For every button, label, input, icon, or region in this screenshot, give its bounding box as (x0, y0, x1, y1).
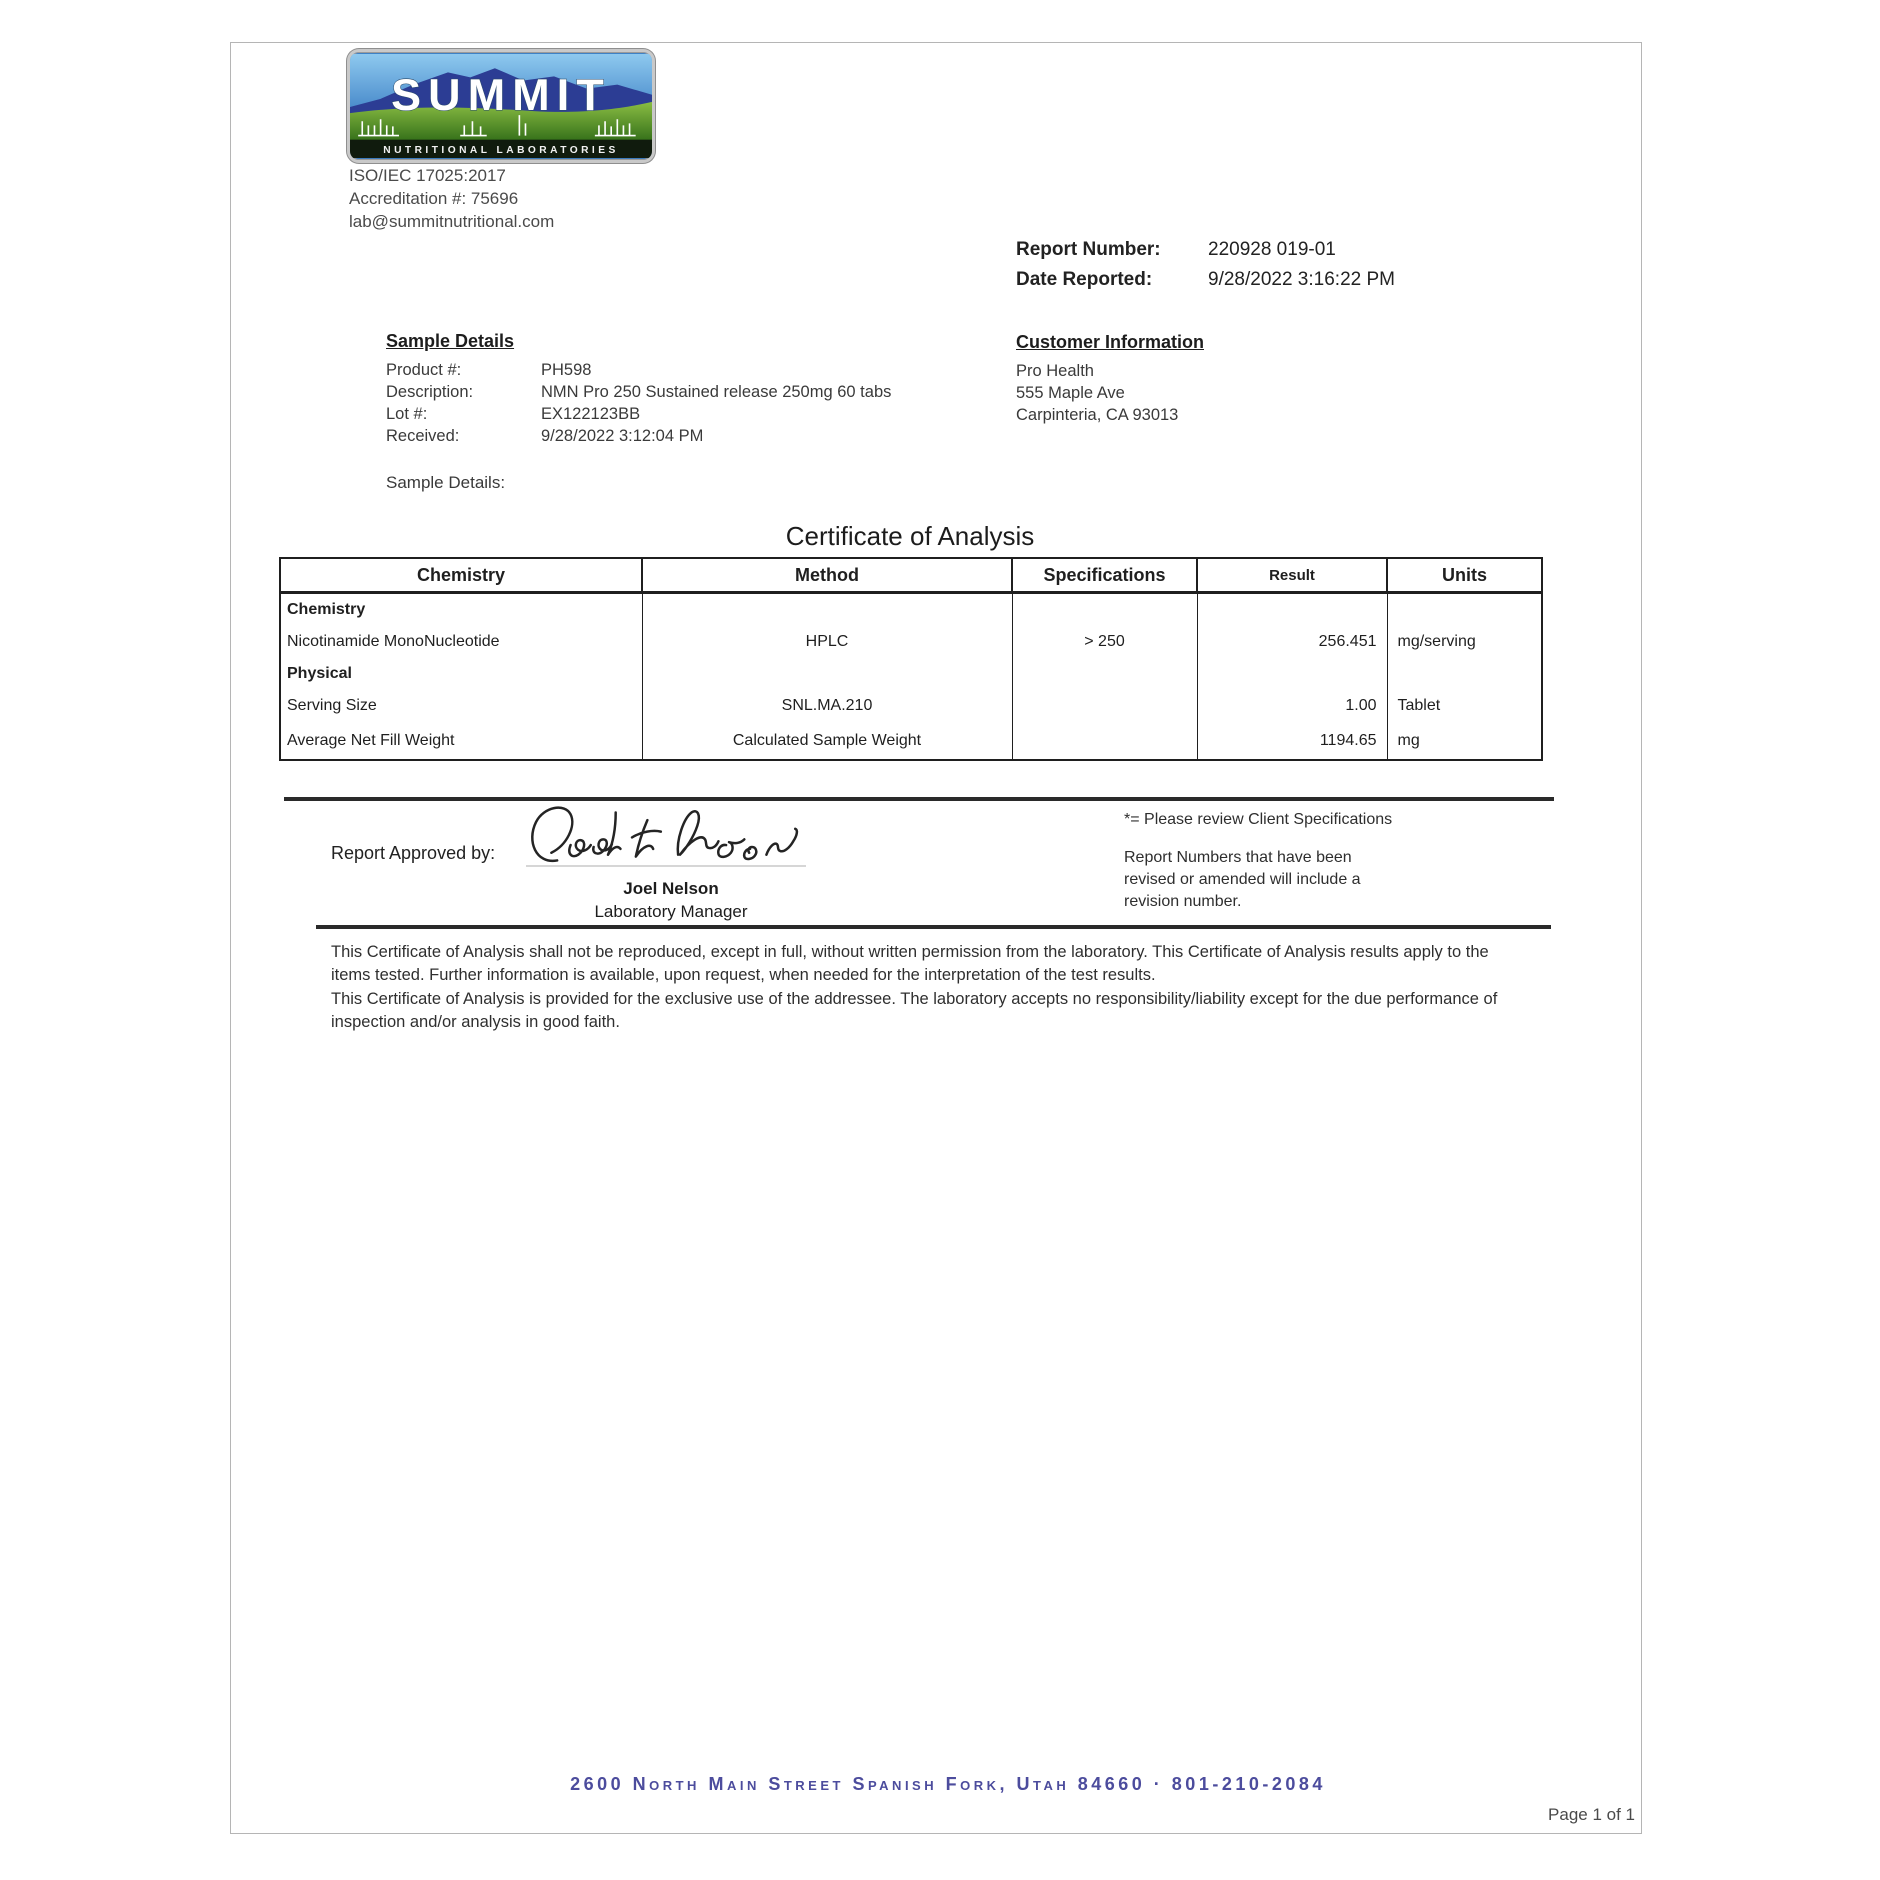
sample-detail-row (386, 359, 891, 381)
col-header-result: Result (1197, 558, 1387, 593)
description-label: Description: (386, 383, 474, 401)
date-reported-label: Date Reported: (1016, 269, 1153, 290)
lot-label: Lot #: (386, 405, 428, 423)
table-row (280, 689, 1542, 722)
report-approved-by-label: Report Approved by: (331, 843, 496, 863)
spec-cell (1012, 689, 1197, 722)
received-label: Received: (386, 427, 460, 445)
description-value: NMN Pro 250 Sustained release 250mg 60 tabs (541, 383, 892, 401)
section-name: Physical (280, 658, 642, 689)
analyte-name: Serving Size (280, 689, 642, 722)
table-section-row (280, 593, 1542, 626)
logo-title: SUMMIT (391, 69, 611, 121)
section-name: Chemistry (280, 593, 642, 626)
signature-image (516, 799, 821, 871)
table-row (280, 625, 1542, 658)
divider-rule (284, 797, 1554, 801)
product-value: PH598 (541, 361, 592, 379)
received-value: 9/28/2022 3:12:04 PM (541, 427, 704, 445)
divider-rule (316, 925, 1551, 929)
analyte-name: Average Net Fill Weight (280, 722, 642, 760)
report-number-row (1016, 239, 1395, 269)
method-cell: Calculated Sample Weight (642, 722, 1012, 760)
result-cell: 1.00 (1197, 689, 1387, 722)
signer-block (561, 879, 781, 922)
col-header-method: Method (642, 558, 1012, 593)
customer-info-heading: Customer Information (1016, 332, 1205, 352)
table-header-row (280, 558, 1542, 593)
sample-detail-row (386, 403, 891, 425)
lab-info-block (349, 164, 554, 233)
sample-details-block (386, 331, 891, 447)
customer-street: 555 Maple Ave (1016, 384, 1125, 402)
signer-name: Joel Nelson (623, 879, 719, 898)
col-header-units: Units (1387, 558, 1542, 593)
date-reported-row (1016, 269, 1395, 299)
disclaimer-paragraph-1: This Certificate of Analysis shall not be reproduced, except in full, without written permission from the laboratory. This Certificate of Analysis results apply to the items tested. Further information is available, upon request, when needed for the interpretation of the test results. (331, 943, 1489, 984)
customer-info-block (1016, 331, 1204, 426)
lot-value: EX122123BB (541, 405, 641, 423)
report-number-label: Report Number: (1016, 239, 1161, 260)
result-cell: 256.451 (1197, 625, 1387, 658)
client-specs-note: *= Please review Client Specifications (1124, 811, 1393, 828)
date-reported-value: 9/28/2022 3:16:22 PM (1208, 269, 1395, 290)
table-row (280, 722, 1542, 760)
results-table (279, 557, 1543, 761)
page-number: Page 1 of 1 (1548, 1805, 1635, 1824)
units-cell: mg/serving (1387, 625, 1542, 658)
document-page (230, 42, 1642, 1834)
customer-name: Pro Health (1016, 362, 1094, 380)
revision-note: Report Numbers that have been revised or amended will include a revision number. (1124, 849, 1361, 910)
certificate-title: Certificate of Analysis (785, 521, 1035, 551)
summit-logo-art (350, 52, 652, 160)
iso-line: ISO/IEC 17025:2017 (349, 166, 506, 185)
units-cell: mg (1387, 722, 1542, 760)
sample-details-heading: Sample Details (386, 331, 515, 351)
sample-details-extra-label: Sample Details: (386, 473, 506, 492)
result-cell: 1194.65 (1197, 722, 1387, 760)
disclaimer-block (331, 941, 1529, 1035)
spec-cell (1012, 722, 1197, 760)
sample-detail-row (386, 425, 891, 447)
lab-email: lab@summitnutritional.com (349, 212, 555, 231)
summit-logo (347, 49, 655, 163)
method-cell: HPLC (642, 625, 1012, 658)
logo-subtitle: NUTRITIONAL LABORATORIES (383, 144, 619, 156)
report-number-value: 220928 019-01 (1208, 239, 1336, 260)
units-cell: Tablet (1387, 689, 1542, 722)
table-section-row (280, 658, 1542, 689)
col-header-chemistry: Chemistry (280, 558, 642, 593)
signer-title: Laboratory Manager (594, 902, 748, 921)
spec-cell: > 250 (1012, 625, 1197, 658)
customer-city: Carpinteria, CA 93013 (1016, 406, 1179, 424)
col-header-specifications: Specifications (1012, 558, 1197, 593)
sample-detail-row (386, 381, 891, 403)
disclaimer-paragraph-2: This Certificate of Analysis is provided for the exclusive use of the addressee. The laboratory accepts no responsibility/liability except for the due performance of inspection and/or analysis in good faith. (331, 990, 1498, 1031)
accreditation-line: Accreditation #: 75696 (349, 189, 519, 208)
signature-line (526, 865, 806, 867)
method-cell: SNL.MA.210 (642, 689, 1012, 722)
analyte-name: Nicotinamide MonoNucleotide (280, 625, 642, 658)
product-label: Product #: (386, 361, 462, 379)
report-meta-block (1016, 239, 1395, 299)
lab-address-footer: 2600 North Main Street Spanish Fork, Utah 84660 · 801-210-2084 (570, 1774, 1326, 1794)
